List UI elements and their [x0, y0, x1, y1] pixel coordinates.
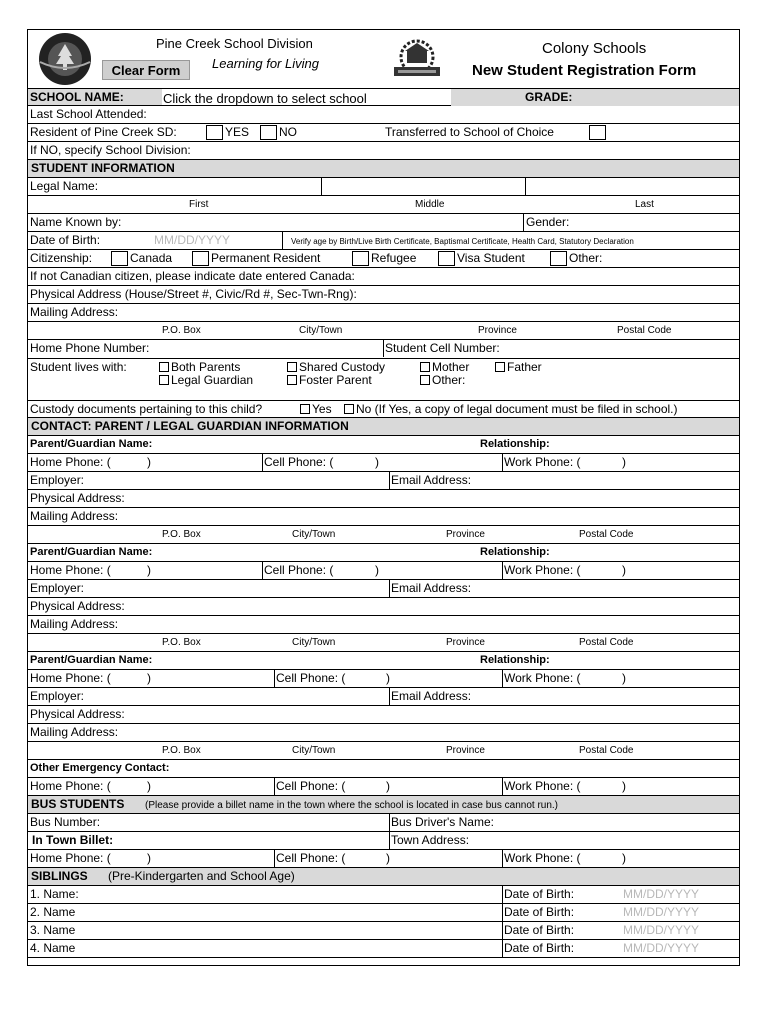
visa-checkbox[interactable]	[438, 251, 455, 266]
parent2-cell-phone-label: Cell Phone: (	[264, 563, 334, 577]
parent2-postal-label: Postal Code	[579, 637, 634, 648]
father-option[interactable]	[495, 359, 542, 376]
canada-checkbox[interactable]	[111, 251, 128, 266]
custody-no-option[interactable]	[344, 401, 678, 418]
emergency-phone-row	[28, 778, 739, 796]
emergency-cell-paren: )	[386, 779, 390, 793]
permanent-checkbox[interactable]	[192, 251, 209, 266]
both-parents-label: Both Parents	[171, 360, 241, 374]
sibling-name-label: 4. Name	[30, 941, 76, 955]
verify-note: Verify age by Birth/Live Birth Certificate, Baptismal Certificate, Health Card, Statutory Declaration	[291, 237, 634, 246]
mailing-address-row	[28, 304, 739, 322]
student-section-title: STUDENT INFORMATION	[31, 161, 175, 175]
known-by-row	[28, 214, 739, 232]
parent3-cell-phone-label: Cell Phone: (	[276, 671, 346, 685]
gender-label: Gender:	[526, 215, 570, 229]
parent1-work-paren: )	[622, 455, 626, 469]
parent1-city-label: City/Town	[292, 529, 336, 540]
shared-custody-label: Shared Custody	[299, 360, 386, 374]
other-lives-label: Other:	[432, 373, 466, 387]
registration-form	[27, 29, 740, 966]
emergency-work-phone-label: Work Phone: (	[504, 779, 581, 793]
parent1-employer-label: Employer:	[30, 473, 85, 487]
custody-yes-label: Yes	[312, 402, 332, 416]
parent3-name-row	[28, 652, 739, 670]
dob-row	[28, 232, 739, 250]
legal-guardian-label: Legal Guardian	[171, 373, 254, 387]
address-parts-row	[28, 322, 739, 340]
home-phone-row	[28, 340, 739, 358]
parent3-po-box-label: P.O. Box	[162, 745, 201, 756]
shared-custody-checkbox[interactable]	[287, 362, 297, 372]
not-canadian-label: If not Canadian citizen, please indicate date entered Canada:	[30, 269, 355, 283]
name-parts-row	[28, 196, 739, 214]
billet-home-phone-label: Home Phone: (	[30, 851, 111, 865]
parent2-email-label: Email Address:	[391, 581, 472, 595]
parent3-home-paren: )	[147, 671, 151, 685]
lives-with-block	[28, 358, 739, 394]
parent1-employer-row	[28, 472, 739, 490]
emergency-home-phone-label: Home Phone: (	[30, 779, 111, 793]
parent1-po-box-label: P.O. Box	[162, 529, 201, 540]
sibling-dob-label: Date of Birth:	[504, 923, 575, 937]
billet-home-paren: )	[147, 851, 151, 865]
resident-row	[28, 124, 739, 142]
father-checkbox[interactable]	[495, 362, 505, 372]
contact-section-title: CONTACT: PARENT / LEGAL GUARDIAN INFORMATION	[31, 419, 349, 433]
canada-label: Canada	[130, 251, 173, 265]
parent3-relationship-label: Relationship:	[480, 654, 550, 666]
legal-guardian-option[interactable]	[159, 372, 253, 389]
school-name-label: SCHOOL NAME:	[28, 89, 162, 105]
parent2-home-phone-label: Home Phone: (	[30, 563, 111, 577]
parent1-relationship-label: Relationship:	[480, 438, 550, 450]
mother-label: Mother	[432, 360, 470, 374]
division-name: Pine Creek School Division	[156, 36, 313, 51]
parent1-province-label: Province	[446, 529, 485, 540]
both-parents-checkbox[interactable]	[159, 362, 169, 372]
parent2-po-box-label: P.O. Box	[162, 637, 201, 648]
parent2-employer-row	[28, 580, 739, 598]
resident-label: Resident of Pine Creek SD:	[30, 125, 177, 139]
last-school-label: Last School Attended:	[30, 107, 147, 121]
resident-no-checkbox[interactable]	[260, 125, 277, 140]
resident-yes-checkbox[interactable]	[206, 125, 223, 140]
physical-address-row	[28, 286, 739, 304]
emergency-cell-phone-label: Cell Phone: (	[276, 779, 346, 793]
refugee-label: Refugee	[371, 251, 417, 265]
parent2-employer-label: Employer:	[30, 581, 85, 595]
sibling-name-label: 3. Name	[30, 923, 76, 937]
parent3-home-phone-label: Home Phone: (	[30, 671, 111, 685]
billet-work-phone-label: Work Phone: (	[504, 851, 581, 865]
other-lives-checkbox[interactable]	[420, 375, 430, 385]
middle-label: Middle	[415, 199, 445, 210]
foster-option[interactable]	[287, 372, 372, 389]
po-box-label: P.O. Box	[162, 325, 201, 336]
school-select[interactable]: Click the dropdown to select school	[163, 91, 367, 106]
parent2-physical-row	[28, 598, 739, 616]
parent3-mailing-label: Mailing Address:	[30, 725, 119, 739]
parent3-employer-label: Employer:	[30, 689, 85, 703]
parent1-physical-label: Physical Address:	[30, 491, 125, 505]
father-label: Father	[507, 360, 542, 374]
parent2-name-row	[28, 544, 739, 562]
known-by-label: Name Known by:	[30, 215, 122, 229]
student-section-header	[28, 160, 739, 178]
custody-no-label: No (If Yes, a copy of legal document must be filed in school.)	[356, 402, 678, 416]
parent2-work-paren: )	[622, 563, 626, 577]
parent3-address-parts-row	[28, 742, 739, 760]
other-lives-option[interactable]	[420, 372, 465, 389]
parent3-postal-label: Postal Code	[579, 745, 634, 756]
parent2-phone-row	[28, 562, 739, 580]
parent3-physical-label: Physical Address:	[30, 707, 125, 721]
parent2-name-label: Parent/Guardian Name:	[30, 546, 153, 558]
form-header	[28, 30, 739, 88]
emergency-work-paren: )	[622, 779, 626, 793]
sibling-name-label: 2. Name	[30, 905, 76, 919]
legal-guardian-checkbox[interactable]	[159, 375, 169, 385]
parent3-name-label: Parent/Guardian Name:	[30, 654, 153, 666]
clear-form-button[interactable]: Clear Form	[102, 60, 190, 80]
custody-yes-option[interactable]	[300, 401, 332, 418]
dob-label: Date of Birth:	[30, 233, 101, 247]
other-citizenship-label: Other:	[569, 251, 603, 265]
parent2-physical-label: Physical Address:	[30, 599, 125, 613]
dob-input[interactable]: MM/DD/YYYY	[154, 233, 231, 247]
if-no-label: If NO, specify School Division:	[30, 143, 191, 157]
parent2-city-label: City/Town	[292, 637, 336, 648]
parent3-city-label: City/Town	[292, 745, 336, 756]
physical-address-label: Physical Address (House/Street #, Civic/Rd #, Sec-Twn-Rng):	[30, 287, 357, 301]
lives-with-label: Student lives with:	[30, 360, 127, 374]
sibling-dob-label: Date of Birth:	[504, 887, 575, 901]
parent1-mailing-label: Mailing Address:	[30, 509, 119, 523]
parent1-address-parts-row	[28, 526, 739, 544]
emergency-home-paren: )	[147, 779, 151, 793]
legal-name-row	[28, 178, 739, 196]
sibling-dob-input[interactable]: MM/DD/YYYY	[623, 887, 700, 901]
parent3-phone-row	[28, 670, 739, 688]
custody-question: Custody documents pertaining to this child?	[30, 402, 263, 416]
siblings-section-header	[28, 868, 739, 886]
grade-cell	[451, 89, 739, 106]
parent1-cell-paren: )	[375, 455, 379, 469]
custody-no-checkbox[interactable]	[344, 404, 354, 414]
school-name-row	[28, 88, 739, 106]
pine-creek-logo	[30, 32, 100, 87]
transferred-label: Transferred to School of Choice	[385, 125, 554, 139]
bus-section-note: (Please provide a billet name in the town where the school is located in case bus cannot run.)	[145, 800, 559, 811]
form-title: New Student Registration Form	[472, 62, 697, 79]
billet-cell-phone-label: Cell Phone: (	[276, 851, 346, 865]
parent3-work-paren: )	[622, 671, 626, 685]
grade-label: GRADE:	[525, 90, 573, 104]
sibling-row	[28, 940, 739, 958]
yes-label: YES	[225, 125, 250, 139]
sibling-dob-input[interactable]: MM/DD/YYYY	[623, 905, 700, 919]
first-label: First	[189, 199, 209, 210]
sibling-row	[28, 886, 739, 904]
parent3-physical-row	[28, 706, 739, 724]
sibling-name-label: 1. Name:	[30, 887, 79, 901]
custody-yes-checkbox[interactable]	[300, 404, 310, 414]
emergency-row	[28, 760, 739, 778]
siblings-section-title: SIBLINGS	[31, 869, 88, 883]
parent2-address-parts-row	[28, 634, 739, 652]
mother-checkbox[interactable]	[420, 362, 430, 372]
city-label: City/Town	[299, 325, 343, 336]
parent1-home-phone-label: Home Phone: (	[30, 455, 111, 469]
sibling-row	[28, 922, 739, 940]
sibling-dob-input[interactable]: MM/DD/YYYY	[623, 941, 700, 955]
transferred-checkbox[interactable]	[589, 125, 606, 140]
town-address-label: Town Address:	[391, 833, 470, 847]
if-no-row	[28, 142, 739, 160]
emergency-label: Other Emergency Contact:	[30, 762, 170, 774]
visa-label: Visa Student	[457, 251, 525, 265]
billet-phone-row	[28, 850, 739, 868]
home-phone-label: Home Phone Number:	[30, 341, 150, 355]
no-label: NO	[279, 125, 297, 139]
last-label: Last	[635, 199, 654, 210]
legal-name-label: Legal Name:	[30, 179, 99, 193]
custody-row	[28, 400, 739, 418]
parent2-work-phone-label: Work Phone: (	[504, 563, 581, 577]
parent1-physical-row	[28, 490, 739, 508]
motto: Learning for Living	[212, 56, 319, 71]
sibling-dob-label: Date of Birth:	[504, 905, 575, 919]
last-school-row	[28, 106, 739, 124]
billet-cell-paren: )	[386, 851, 390, 865]
foster-parent-label: Foster Parent	[299, 373, 372, 387]
parent3-cell-paren: )	[386, 671, 390, 685]
parent1-work-phone-label: Work Phone: (	[504, 455, 581, 469]
parent1-cell-phone-label: Cell Phone: (	[264, 455, 334, 469]
parent1-name-label: Parent/Guardian Name:	[30, 438, 153, 450]
contact-section-header	[28, 418, 739, 436]
parent1-name-row	[28, 436, 739, 454]
citizenship-row	[28, 250, 739, 268]
parent2-province-label: Province	[446, 637, 485, 648]
refugee-checkbox[interactable]	[352, 251, 369, 266]
bus-section-header	[28, 796, 739, 814]
billet-work-paren: )	[622, 851, 626, 865]
province-label: Province	[478, 325, 517, 336]
bus-section-title: BUS STUDENTS	[31, 797, 125, 811]
colony-schools-logo	[390, 37, 444, 81]
not-canadian-row	[28, 268, 739, 286]
foster-parent-checkbox[interactable]	[287, 375, 297, 385]
siblings-section-note: (Pre-Kindergarten and School Age)	[108, 869, 295, 883]
parent2-cell-paren: )	[375, 563, 379, 577]
permanent-label: Permanent Resident	[211, 251, 321, 265]
bus-driver-label: Bus Driver's Name:	[391, 815, 494, 829]
parent1-postal-label: Postal Code	[579, 529, 634, 540]
billet-label: In Town Billet:	[32, 833, 114, 847]
parent2-relationship-label: Relationship:	[480, 546, 550, 558]
parent1-home-paren: )	[147, 455, 151, 469]
sibling-row	[28, 904, 739, 922]
parent3-email-label: Email Address:	[391, 689, 472, 703]
parent3-employer-row	[28, 688, 739, 706]
sibling-dob-input[interactable]: MM/DD/YYYY	[623, 923, 700, 937]
parent3-work-phone-label: Work Phone: (	[504, 671, 581, 685]
citizenship-label: Citizenship:	[30, 251, 93, 265]
mailing-address-label: Mailing Address:	[30, 305, 119, 319]
other-citizenship-checkbox[interactable]	[550, 251, 567, 266]
parent2-mailing-label: Mailing Address:	[30, 617, 119, 631]
postal-label: Postal Code	[617, 325, 672, 336]
billet-row	[28, 832, 739, 850]
parent3-province-label: Province	[446, 745, 485, 756]
parent1-mailing-row	[28, 508, 739, 526]
bus-number-row	[28, 814, 739, 832]
parent1-phone-row	[28, 454, 739, 472]
org-name: Colony Schools	[542, 40, 647, 57]
parent2-home-paren: )	[147, 563, 151, 577]
parent3-mailing-row	[28, 724, 739, 742]
bus-number-label: Bus Number:	[30, 815, 101, 829]
sibling-dob-label: Date of Birth:	[504, 941, 575, 955]
parent2-mailing-row	[28, 616, 739, 634]
student-cell-label: Student Cell Number:	[385, 341, 500, 355]
parent1-email-label: Email Address:	[391, 473, 472, 487]
